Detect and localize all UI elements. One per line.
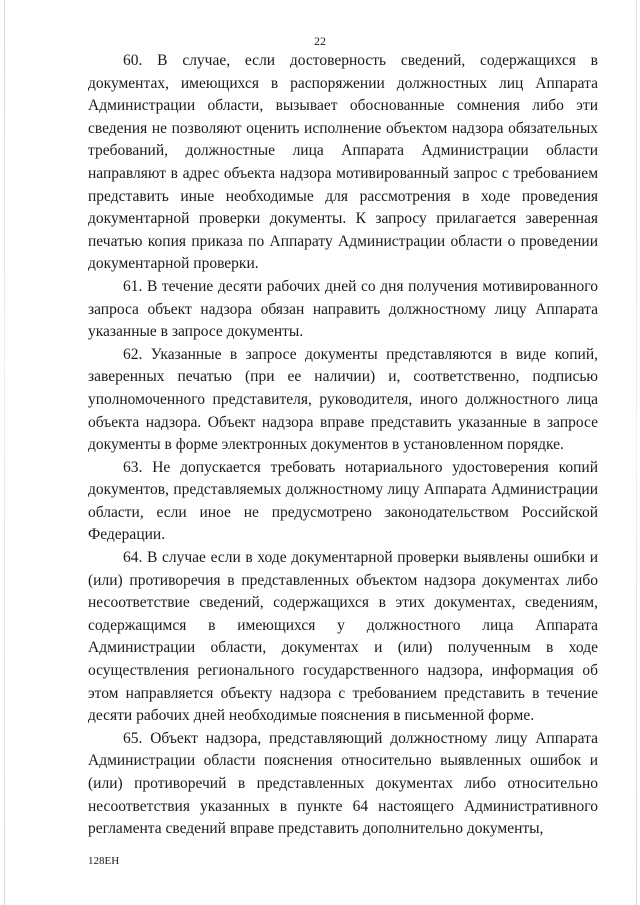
scan-edge-left [4,0,5,905]
document-body [88,50,598,841]
paragraph-65: 65. Объект надзора, представляющий должностному лицу Аппарата Администрации области пояснения относительно выявленных ошибок и (или) противоречий в представленных документах либо относительно несоответствия указанных в пункте 64 настоящего Административного регламента сведений вправе представить дополнительно документы, [88,729,598,838]
paragraph-60: 60. В случае, если достоверность сведений, содержащихся в документах, имеющихся в распоряжении должностных лиц Аппарата Администрации области, вызывает обоснованные сомнения либо эти сведения не позволяют оценить исполнение объектом надзора обязательных требований, должностные лица Аппарата Администрации области направляют в адрес объекта надзора мотивированный запрос с требованием представить иные необходимые для рассмотрения в ходе проведения документарной проверки документы. К запросу прилагается заверенная печатью копия приказа по Аппарату Администрации области о проведении документарной проверки. [88,52,598,273]
scan-edge-right [636,0,637,905]
paragraph-62: 62. Указанные в запросе документы представляются в виде копий, заверенных печатью (при ее наличии) и, соответственно, подписью уполномоченного представителя, руководителя, иного должностного лица объекта надзора. Объект надзора вправе представить указанные в запросе документы в форме электронных документов в установленном порядке. [88,345,598,454]
paragraph-61: 61. В течение десяти рабочих дней со дня получения мотивированного запроса объект надзора обязан направить должностному лицу Аппарата указанные в запросе документы. [88,277,598,341]
paragraph-63: 63. Не допускается требовать нотариального удостоверения копий документов, представляемых должностному лицу Аппарата Администрации области, если иное не предусмотрено законодательством Российской Федерации. [88,458,598,544]
footer-code: 128EH [88,855,120,867]
page-number: 22 [314,34,326,48]
paragraph-64: 64. В случае если в ходе документарной проверки выявлены ошибки и (или) противоречия в представленных объектом надзора документах либо несоответствие сведений, содержащихся в этих документах, сведениям, содержащимся в имеющихся у должностного лица Аппарата Администрации области, документах и (или) полученным в ходе осуществления регионального государственного надзора, информация об этом направляется объекту надзора с требованием представить в течение десяти рабочих дней необходимые пояснения в письменной форме. [88,549,598,725]
